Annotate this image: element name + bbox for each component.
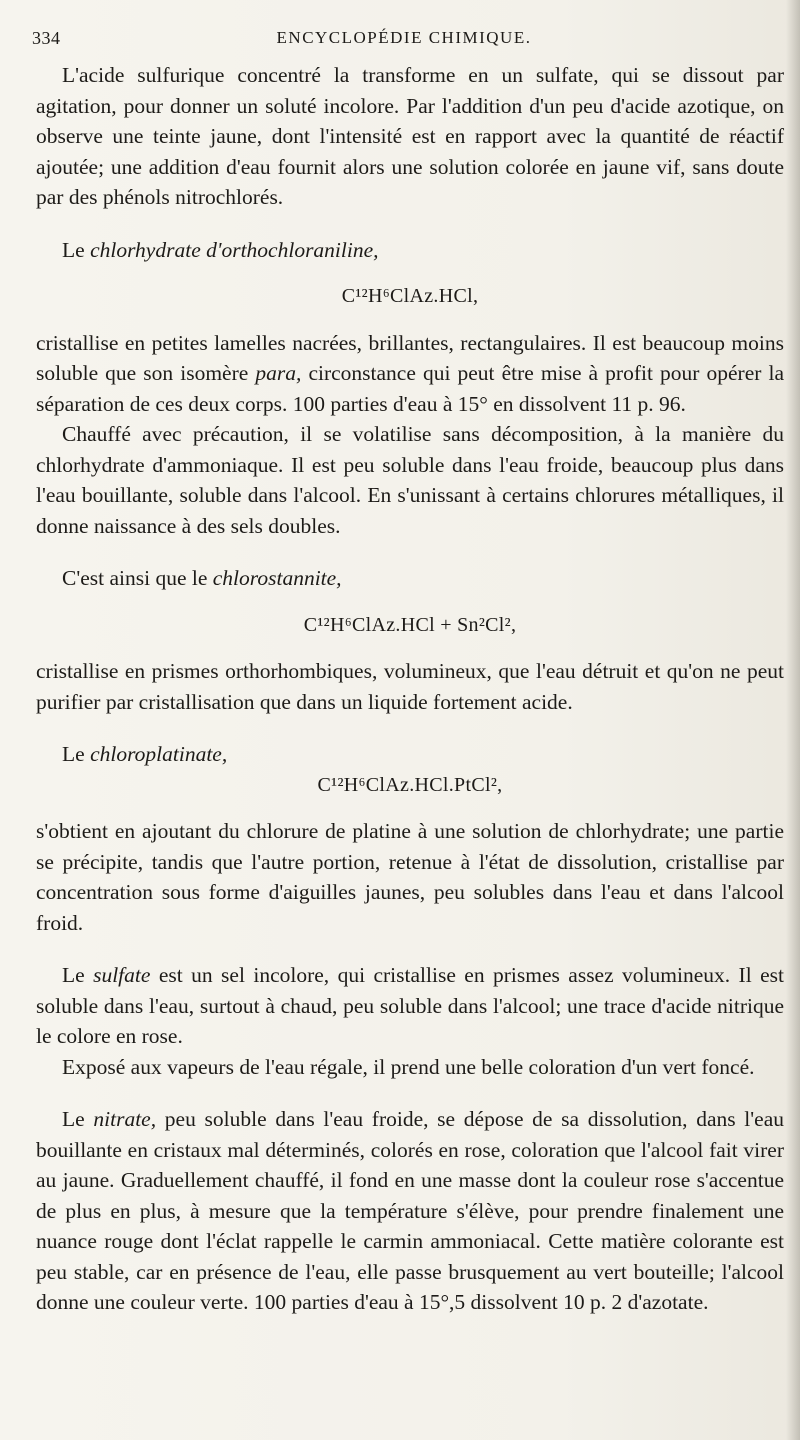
paragraph-aqua-regia: Exposé aux vapeurs de l'eau régale, il prend une belle coloration d'un vert foncé. (62, 1054, 755, 1079)
text-run: cristallise en petites lamelles nacrées, brillantes, rectangulaires. Il est beaucoup moins soluble que son isomère (36, 330, 784, 385)
formula-chloroplatinate: C¹²H⁶ClAz.HCl.PtCl², (317, 773, 503, 796)
running-head: ENCYCLOPÉDIE CHIMIQUE. (276, 28, 532, 47)
page-body (36, 60, 784, 1318)
compound-intro-chlorostannite (36, 563, 784, 594)
text-run: Le (62, 963, 94, 987)
italic-term: para, (255, 361, 302, 385)
text-run: est un sel incolore, qui cristallise en prismes assez volumineux. Il est soluble dans l'eau, surtout à chaud, peu soluble dans l'alcool; une trace d'acide nitrique le colore en rose. (36, 963, 784, 1048)
paragraph-orthorhombic: cristallise en prismes orthorhombiques, volumineux, que l'eau détruit et qu'on ne peut purifier par cristallisation que dans un liquide fortement acide. (36, 659, 784, 714)
compound-name: chlorhydrate d'orthochloraniline, (90, 237, 379, 262)
intro-text: Le (62, 237, 91, 262)
intro-text: Le (62, 742, 91, 766)
formula-chlorhydrate: C¹²H⁶ClAz.HCl, (341, 285, 479, 307)
text-run: peu soluble dans l'eau froide, se dépose de sa dissolution, dans l'eau bouillante en cristaux mal déterminés, colorés en rose, coloration que l'alcool fait virer au jaune. Graduellement chauffé, il fond en une masse dont la couleur rose s'accentue de plus en plus, à mesure que la température s'élève, pour prendre finalement une nuance rouge dont l'éclat rappelle le carmin ammoniacal. Cette matière colorante est peu stable, car en présence de l'eau, elle passe brusquement au vert bouteille; l'alcool donne une couleur verte. 100 parties d'eau à 15°,5 dissolvent 10 p. 2 d'azotate. (36, 1107, 784, 1314)
paragraph-heating: Chauffé avec précaution, il se volatilise sans décomposition, à la manière du chlorhydrate d'ammoniaque. Il est peu soluble dans l'eau froide, beaucoup plus dans l'eau bouillante, soluble dans l'alcool. En s'unissant à certains chlorures métalliques, il donne naissance à des sels doubles. (36, 422, 784, 538)
compound-name: chlorostannite, (212, 566, 342, 590)
intro-text: C'est ainsi que le (62, 566, 213, 590)
text-run: circonstance qui peut être mise à profit pour opérer la séparation de ces deux corps. 100 parties d'eau à 15° en dissolvent 11 p. 96. (36, 361, 784, 416)
paragraph-sulfuric-acid: L'acide sulfurique concentré la transforme en un sulfate, qui se dissout par agitation, pour donner un soluté incolore. Par l'addition d'un peu d'acide azotique, on observe une teinte jaune, dont l'intensité est en rapport avec la quantité de réactif ajoutée; une addition d'eau fournit alors une solution colorée en jaune vif, sans doute par des phénols nitrochlorés. (36, 63, 784, 209)
text-run: Le (62, 1107, 94, 1131)
paragraph-platinum-chloride: s'obtient en ajoutant du chlorure de platine à une solution de chlorhydrate; une partie se précipite, tandis que l'autre portion, retenue à l'état de dissolution, cristallise par concentration sous forme d'aiguilles jaunes, peu solubles dans l'eau et dans l'alcool froid. (36, 819, 784, 935)
formula-chlorostannite: C¹²H⁶ClAz.HCl + Sn²Cl², (303, 613, 517, 636)
paragraph-sulfate (36, 960, 784, 1052)
compound-name: chloroplatinate, (90, 742, 228, 766)
paragraph-crystallisation (36, 328, 784, 420)
compound-intro-chloroplatinate (36, 739, 784, 770)
italic-term: sulfate (93, 963, 151, 987)
page-number: 334 (32, 28, 61, 48)
page-edge-shadow (786, 0, 800, 1440)
italic-term: nitrate, (93, 1107, 157, 1131)
page-header (32, 28, 776, 54)
compound-intro-chlorhydrate (36, 235, 784, 266)
paragraph-nitrate (36, 1104, 784, 1318)
